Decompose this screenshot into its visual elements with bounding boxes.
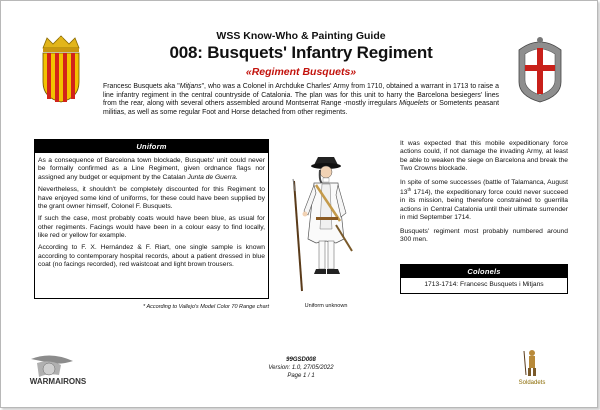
history-column <box>400 140 568 249</box>
intro-paragraph: Francesc Busquets aka "Mitjans", who was a Colonel in Archduke Charles' Army from 1710, obtained a warrant in 1713 to raise a line infantry regiment in the central countryside of Catalonia. The plan was for this unit to harry the Barcelona besiegers' lines from the rear, along with several others assembled around Montserrat Range -mostly irregulars Miquelets or Sometents peasant militias, as well as some regular Foot and Horse detached from other regiments. <box>103 83 499 116</box>
soldadets-logo-text: Soldadets <box>518 380 546 386</box>
miquelets-term: Miquelets <box>399 100 429 108</box>
uniform-body <box>35 153 268 278</box>
version-info: Version: 1.0, 27/05/2022 <box>268 364 334 371</box>
catalan-coat-of-arms-icon <box>35 34 87 104</box>
history-paragraph-2: In spite of some successes (battle of Talamanca, August 13th 1714), the expeditionary force could never succeed in its mission, being therefore constrained to guerrilla actions in Central Catalonia until their ultimate surrender in mid September 1714. <box>400 178 568 222</box>
page-subtitle: «Regiment Busquets» <box>245 66 357 78</box>
junta-term: Junta de Guerra <box>187 173 236 181</box>
document-code: 99GSD008 <box>286 357 316 363</box>
page-title: 008: Busquets' Infantry Regiment <box>169 43 433 62</box>
guide-kicker: WSS Know-Who & Painting Guide <box>216 30 386 42</box>
footer-info <box>201 357 401 380</box>
soldadets-logo <box>512 347 552 387</box>
barcelona-cross-crest-icon <box>513 34 567 104</box>
warmairons-logo-text: WARMAIRONS <box>29 377 87 386</box>
soldier-illustration-icon <box>286 151 366 301</box>
uniform-heading: Uniform <box>35 140 268 153</box>
colonels-heading: Colonels <box>401 265 567 278</box>
uniform-paragraph-4: According to F. X. Hernández & F. Riart, one single sample is known according to contemporary hospital records, about a patient dressed in blue coat (no facings recorded), red waistcoat and light brown trousers. <box>38 244 265 269</box>
nickname: Mitjans <box>179 83 202 90</box>
page-number: Page 1 / 1 <box>287 372 315 379</box>
history-paragraph-3: Busquets' regiment most probably numbered around 300 men. <box>400 227 568 243</box>
figure-caption: Uniform unknown <box>304 303 348 309</box>
history-paragraph-1: It was expected that this mobile expeditionary force actions could, if not damage the invading Army, at least be able to weaken the siege on Barcelona and break the Two Crowns blockade. <box>400 140 568 173</box>
warmairons-logo <box>21 351 96 391</box>
uniform-paragraph-3: If such the case, most probably coats would have been blue, as usual for other regiments. Facings would have been in a colour easy to find locally, like red or yellow for example. <box>38 215 265 239</box>
color-chart-note: * According to Vallejo's Model Color 70 Range chart <box>143 304 269 310</box>
colonels-panel <box>400 264 568 294</box>
uniform-paragraph-1: As a consequence of Barcelona town blockade, Busquets' unit could never be formally confirmed as a Line Regiment, given ordnance flags nor assigned any budget or equipment by the Catalan Junta de Guerra. <box>38 157 265 181</box>
uniform-paragraph-2: Nevertheless, it shouldn't be completely discounted for this Regiment to have enjoyed some kind of uniforms, for these could have been supplied by the grant owner himself, Colonel F. Busquets. <box>38 186 265 210</box>
uniform-panel <box>34 139 269 299</box>
colonel-entry: 1713-1714: Francesc Busquets i Mitjans <box>424 281 544 288</box>
